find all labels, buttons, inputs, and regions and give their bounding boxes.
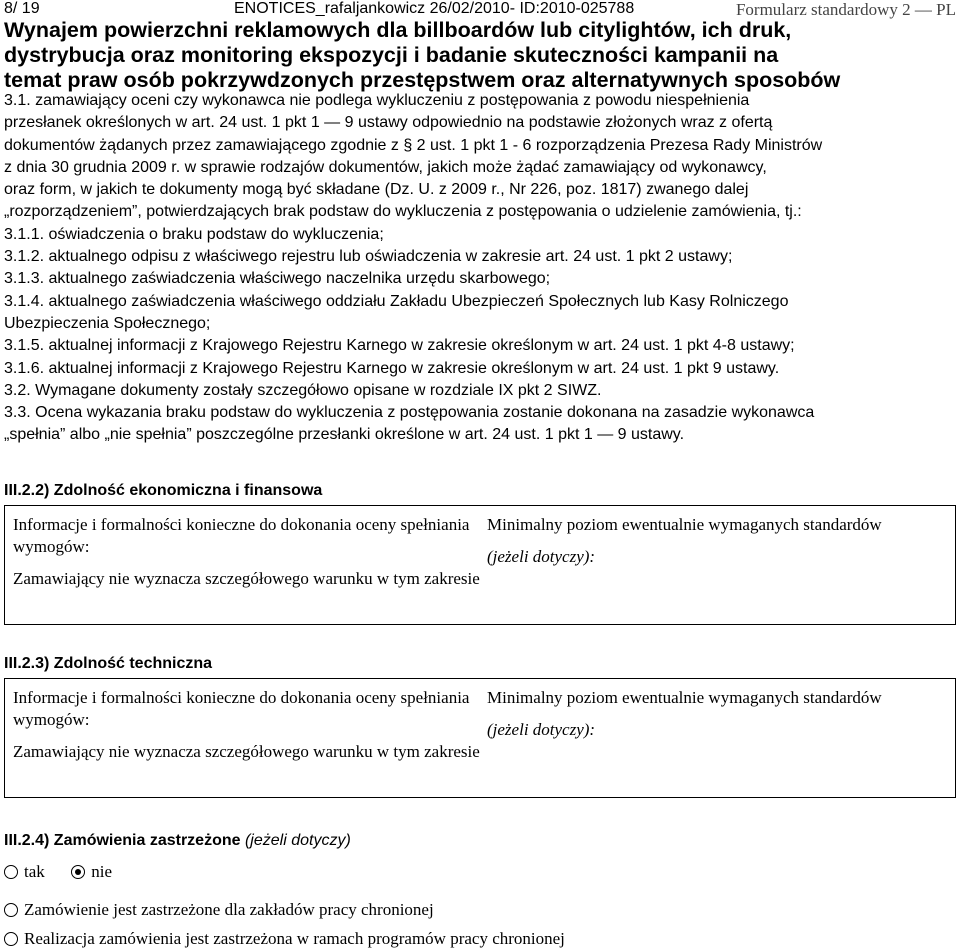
economic-box	[4, 505, 956, 625]
choice-label: Zamówienie jest zastrzeżone dla zakładów pracy chronionej	[24, 900, 434, 919]
economic-heading: III.2.2) Zdolność ekonomiczna i finansowa	[4, 482, 323, 499]
choice-label: Realizacja zamówienia jest zastrzeżona w ramach programów pracy chronionej	[24, 929, 565, 948]
min-standards-label: Minimalny poziom ewentualnie wymaganych standardów	[487, 688, 882, 707]
list-item: 3.1.6. aktualnej informacji z Krajowego Rejestru Karnego w zakresie określonym w art. 24 ust. 1 pkt 9 ustawy.	[4, 359, 780, 377]
reserved-radio-group	[4, 862, 112, 882]
exclusion-conditions-text	[4, 90, 956, 447]
paragraph-line: „rozporządzeniem”, potwierdzających brak podstaw do wykluczenia z postępowania o udzielenie zamówienia, tj.:	[4, 203, 802, 221]
list-item: 3.1.4. aktualnego zaświadczenia właściwego oddziału Zakładu Ubezpieczeń Społecznych lub Kasy Rolniczego	[4, 292, 789, 310]
info-value: Zamawiający nie wyznacza szczegółowego warunku w tym zakresie	[13, 569, 480, 588]
page-number: 8/ 19	[4, 0, 40, 17]
info-label: Informacje i formalności konieczne do dokonania oceny spełniania wymogów:	[13, 688, 470, 729]
list-item: Ubezpieczenia Społecznego;	[4, 314, 211, 332]
paragraph-line: dokumentów żądanych przez zamawiającego zgodnie z § 2 ust. 1 pkt 1 - 6 rozporządzenia Prezesa Rady Ministrów	[4, 136, 823, 154]
technical-box	[4, 678, 956, 798]
form-name: Formularz standardowy 2 — PL	[735, 0, 956, 19]
radio-button-icon[interactable]	[4, 903, 18, 917]
contract-title	[4, 18, 956, 96]
title-line: temat praw osób pokrzywdzonych przestępstwem oraz alternatywnych sposobów	[4, 68, 841, 92]
reserved-choice-sheltered[interactable]	[4, 900, 434, 920]
document-id: ENOTICES_rafaljankowicz 26/02/2010- ID:2010-025788	[234, 0, 635, 17]
reserved-heading-note: (jeżeli dotyczy)	[244, 832, 351, 849]
title-line: dystrybucja oraz monitoring ekspozycji i badanie skuteczności kampanii na	[4, 43, 779, 67]
info-label: Informacje i formalności konieczne do dokonania oceny spełniania wymogów:	[13, 515, 470, 556]
min-standards-note: (jeżeli dotyczy):	[487, 720, 596, 739]
list-item: 3.3. Ocena wykazania braku podstaw do wykluczenia z postępowania zostanie dokonana na zasadzie wykonawca	[4, 404, 815, 422]
list-item: 3.2. Wymagane dokumenty zostały szczegółowo opisane w rozdziale IX pkt 2 SIWZ.	[4, 381, 602, 399]
min-standards-label: Minimalny poziom ewentualnie wymaganych standardów	[487, 515, 882, 534]
list-item: 3.1.2. aktualnego odpisu z właściwego rejestru lub oświadczenia w zakresie art. 24 ust. 1 pkt 2 ustawy;	[4, 248, 733, 266]
radio-option-tak[interactable]	[4, 862, 45, 881]
info-value: Zamawiający nie wyznacza szczegółowego warunku w tym zakresie	[13, 742, 480, 761]
radio-button-icon[interactable]	[4, 932, 18, 946]
reserved-heading-text: III.2.4) Zamówienia zastrzeżone	[4, 832, 241, 849]
technical-heading: III.2.3) Zdolność techniczna	[4, 655, 213, 672]
reserved-choice-programme[interactable]	[4, 929, 565, 949]
radio-label: nie	[91, 862, 113, 881]
title-line: Wynajem powierzchni reklamowych dla billboardów lub citylightów, ich druk,	[4, 18, 792, 42]
paragraph-line: z dnia 30 grudnia 2009 r. w sprawie rodzajów dokumentów, jakich może żądać zamawiający od wykonawcy,	[4, 158, 767, 176]
paragraph-line: 3.1. zamawiający oceni czy wykonawca nie podlega wykluczeniu z postępowania z powodu niespełnienia	[4, 92, 750, 109]
reserved-heading	[4, 832, 351, 850]
paragraph-line: oraz form, w jakich te dokumenty mogą być składane (Dz. U. z 2009 r., Nr 226, poz. 1817) zwanego dalej	[4, 181, 749, 199]
paragraph-line: przesłanek określonych w art. 24 ust. 1 pkt 1 — 9 ustawy odpowiednio na podstawie złożonych wraz z ofertą	[4, 114, 773, 132]
radio-label: tak	[24, 862, 45, 881]
radio-option-nie[interactable]	[71, 862, 112, 881]
page-header	[4, 0, 956, 20]
min-standards-note: (jeżeli dotyczy):	[487, 547, 596, 566]
radio-button-selected-icon[interactable]	[71, 865, 85, 879]
list-item: 3.1.1. oświadczenia o braku podstaw do wykluczenia;	[4, 225, 384, 243]
list-item: 3.1.5. aktualnej informacji z Krajowego Rejestru Karnego w zakresie określonym w art. 24 ust. 1 pkt 4-8 ustawy;	[4, 337, 795, 355]
radio-button-icon[interactable]	[4, 865, 18, 879]
list-item: 3.1.3. aktualnego zaświadczenia właściwego naczelnika urzędu skarbowego;	[4, 270, 551, 288]
list-item: „spełnia” albo „nie spełnia” poszczególne przesłanki określone w art. 24 ust. 1 pkt 1 — 9 ustawy.	[4, 426, 685, 444]
